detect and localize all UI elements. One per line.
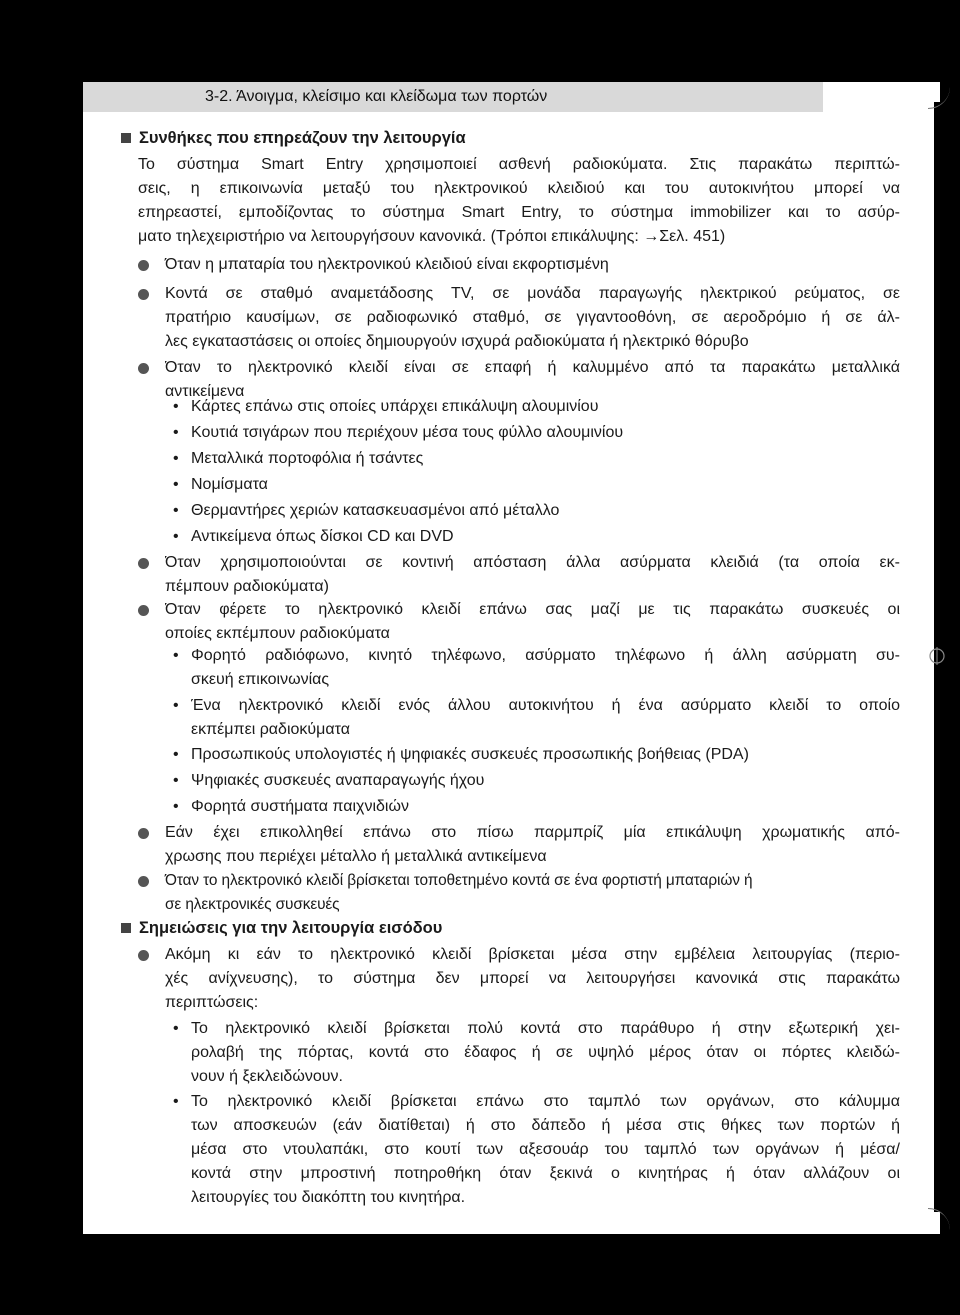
- circle-bullet-icon: [138, 605, 149, 616]
- square-bullet-icon: [121, 133, 131, 143]
- intro-paragraph: Το σύστημα Smart Entry χρησιμοποιεί ασθενή ραδιοκύματα. Στις παρακάτω περιπτώ- σεις, η επικοινωνία μεταξύ του ηλεκτρονικού κλειδιού και του αυτοκινήτου μπορεί να επηρεαστεί, εμποδίζοντας το σύστημα Smart Entry, το σύστημα immobilizer και το ασύρ- ματο τηλεχειριστήριο να λειτουργήσουν κανονικά. (Τρόποι επικάλυψης: →Σελ. 451): [138, 156, 900, 245]
- circle-bullet-icon: [138, 260, 149, 271]
- section-heading-conditions: Συνθήκες που επηρεάζουν την λειτουργία: [121, 126, 871, 151]
- square-bullet-icon: [121, 923, 131, 933]
- circle-bullet-icon: [138, 828, 149, 839]
- circle-bullet-icon: [138, 950, 149, 961]
- circle-bullet-icon: [138, 876, 149, 887]
- circle-bullet-icon: [138, 363, 149, 374]
- chapter-title: 3-2. Άνοιγμα, κλείσιμο και κλείδωμα των πορτών: [205, 88, 548, 105]
- page-content: Συνθήκες που επηρεάζουν την λειτουργία Το σύστημα Smart Entry χρησιμοποιεί ασθενή ραδιοκύματα. Στις παρακάτω περιπτώ- σεις, η επικοινωνία μεταξύ του ηλεκτρονικού κλειδιού και του αυτοκινήτου μπορεί να επηρεαστεί, εμποδίζοντας το σύστημα Smart Entry, το σύστημα immobilizer και το ασύρ- ματο τηλεχειριστήριο να λειτουργήσουν κανονικά. (Τρόποι επικάλυψης: →Σελ. 451) Όταν η μπαταρία του ηλεκτρονικού κλειδιού είναι εκφορτισμένη Κοντά σε σταθμό αναμετάδοσης TV, σε μονάδα παραγωγής ηλεκτρικού ρεύματος, σε πρατήριο καυσίμων, σε ραδιοφωνικό σταθμό, σε γιγαντοοθόνη, σε αεροδρόμιο ή σε άλ- λες εγκαταστάσεις οι οποίες δημιουργούν ισχυρά ραδιοκύματα ή ηλεκτρικό θόρυβο Όταν το ηλεκτρονικό κλειδί είναι σε επαφή ή καλυμμένο από τα παρακάτω μεταλλικά αντικείμενα • Κάρτες επάνω στις οποίες υπάρχει επικάλυψη αλουμινίου • Κουτιά τσιγάρων που περιέχουν μέσα τους φύλλο αλουμινίου • Μεταλλικά πορτοφόλια ή τσάντες • Νομίσματα • Θερμαντήρες χεριών κατασκευασμένοι από μέταλλο • Αντικείμενα όπως δίσκοι CD και DVD Όταν χρησιμοποιούνται σε κοντινή απόσταση άλλα ασύρματα κλειδιά (τα οποία εκ- πέμπουν ραδιοκύματα) Όταν φέρετε το ηλεκτρονικό κλειδί επάνω σας μαζί με τις παρακάτω συσκευές οι οποίες εκπέμπουν ραδιοκύματα • Φορητό ραδιόφωνο, κινητό τηλέφωνο, ασύρματο τηλέφωνο ή άλλη ασύρματη συ- σκευή επικοινωνίας • Ένα ηλεκτρονικό κλειδί ενός άλλου αυτοκινήτου ή ένα ασύρματο κλειδί το οποίο εκπέμπει ραδιοκύματα • Προσωπικούς υπολογιστές ή ψηφιακές συσκευές προσωπικής βοήθειας (PDA) • Ψηφιακές συσκευές αναπαραγωγής ήχου • Φορητά συστήματα παιχνιδιών Εάν έχει επικολληθεί επάνω στο πίσω παρμπρίζ μία επικάλυψη χρωματικής από- χρωσης που περιέχει μέταλλο ή μεταλλικά αντικείμενα Όταν το ηλεκτρονικό κλειδί βρίσκεται τοποθετημένο κοντά σε ένα φορτιστή μπαταριών ή σε ηλεκτρονικές συσκευές Σημειώσεις για την λειτουργία εισόδου Ακόμη κι εάν το ηλεκτρονικό κλειδί βρίσκεται μέσα στην εμβέλεια λειτουργίας (περιο- χές ανίχνευσης), το σύστημα δεν μπορεί να λειτουργήσει κανονικά στις παρακάτω περιπτώσεις: • Το ηλεκτρονικό κλειδί βρίσκεται πολύ κοντά στο παράθυρο ή στην εξωτερική χει- ρολαβή της πόρτας, κοντά στο έδαφος ή σε υψηλό μέρος όταν οι πόρτες κλειδώ- νουν ή ξεκλειδώνουν. • Το ηλεκτρονικό κλειδί βρίσκεται επάνω στο ταμπλό των οργάνων, στο κάλυμμα των αποσκευών (εάν διατίθεται) ή στο δάπεδο ή μέσα στις θήκες των πορτών ή μέσα στο ντουλαπάκι, στο κουτί των αξεσουάρ του ταμπλό των οργάνων ή μέσα/ κοντά στην μπροστινή ποτηροθήκη όταν ξεκινά ο κινητήρας ή όταν αλλάζουν οι λειτουργίες του διακόπτη του κινητήρα.: [83, 82, 940, 1234]
- circle-bullet-icon: [138, 558, 149, 569]
- manual-page: [83, 82, 940, 1234]
- section-heading-entry-notes: Σημειώσεις για την λειτουργία εισόδου: [121, 916, 871, 941]
- circle-bullet-icon: [138, 289, 149, 300]
